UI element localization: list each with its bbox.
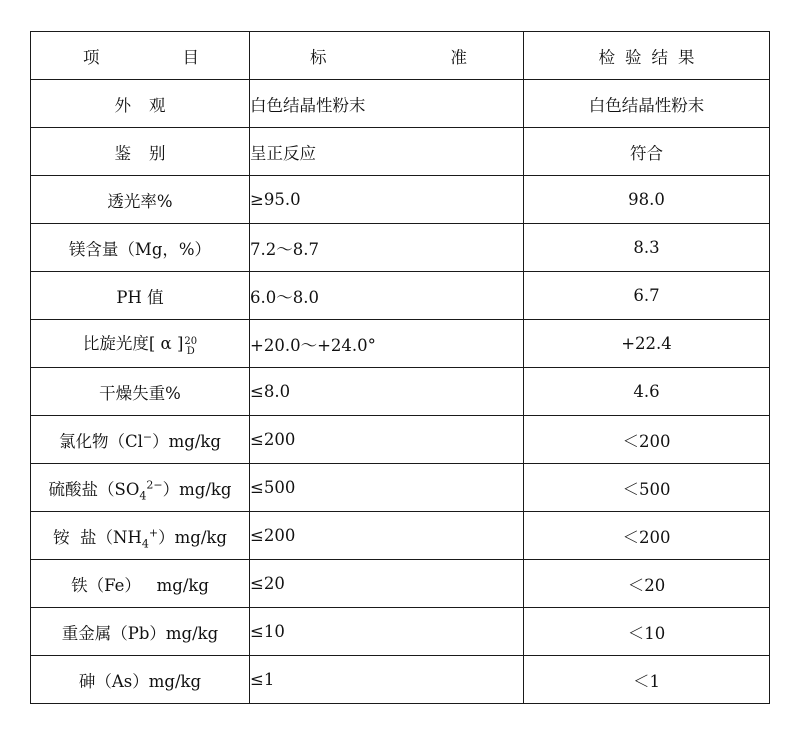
standard-cell: ≤10 — [250, 608, 524, 656]
item-cell: 透光率% — [31, 176, 250, 224]
header-row — [31, 32, 770, 80]
item-cell — [31, 464, 250, 512]
inspection-table — [30, 31, 770, 704]
item-label: 外观 — [114, 95, 184, 115]
item-cell: 干燥失重% — [31, 368, 250, 416]
table-row — [31, 608, 770, 656]
table-row — [31, 176, 770, 224]
table-row — [31, 368, 770, 416]
result-cell: 4.6 — [524, 368, 770, 416]
table-row — [31, 416, 770, 464]
standard-cell: ≤200 — [250, 416, 524, 464]
item-cell: 砷（As）mg/kg — [31, 656, 250, 704]
item-cell: 镁含量（Mg，%） — [31, 224, 250, 272]
header-standard-char-2: 准 — [450, 47, 467, 67]
item-cell — [31, 80, 250, 128]
result-cell: ＜20 — [524, 560, 770, 608]
charge-superscript: − — [142, 430, 153, 443]
result-cell: ＜500 — [524, 464, 770, 512]
charge-superscript: 2− — [146, 478, 163, 491]
header-item — [31, 32, 250, 80]
standard-cell: 呈正反应 — [250, 128, 524, 176]
atom-count-subscript: 4 — [141, 536, 149, 550]
charge-superscript: + — [148, 526, 159, 539]
table-row — [31, 80, 770, 128]
standard-cell: ≤8.0 — [250, 368, 524, 416]
table-row — [31, 464, 770, 512]
header-result-label: 检验结果 — [598, 47, 705, 67]
standard-cell: ≤20 — [250, 560, 524, 608]
table-row — [31, 512, 770, 560]
item-cell — [31, 512, 250, 560]
standard-cell: 6.0～8.0 — [250, 272, 524, 320]
item-label: 氯化物（Cl — [59, 431, 143, 451]
sodium-d-line-subscript: D — [186, 346, 195, 357]
header-item-char-2: 目 — [182, 47, 199, 67]
atom-count-subscript: 4 — [139, 488, 147, 502]
result-cell: 白色结晶性粉末 — [524, 80, 770, 128]
table-row — [31, 320, 770, 368]
standard-cell: ≤500 — [250, 464, 524, 512]
table-row — [31, 560, 770, 608]
header-standard — [250, 32, 524, 80]
item-label: 硫酸盐（SO — [48, 479, 140, 499]
result-cell: ＜200 — [524, 416, 770, 464]
item-unit: ）mg/kg — [158, 527, 227, 547]
standard-cell: ≤200 — [250, 512, 524, 560]
standard-cell: ≤1 — [250, 656, 524, 704]
item-cell — [31, 320, 250, 368]
header-item-char-1: 项 — [83, 47, 100, 67]
standard-cell: 白色结晶性粉末 — [250, 80, 524, 128]
item-unit: ）mg/kg — [152, 431, 221, 451]
temperature-superscript: 20 — [184, 336, 198, 347]
result-cell: ＜10 — [524, 608, 770, 656]
item-label: 鉴别 — [114, 143, 184, 163]
item-cell — [31, 128, 250, 176]
item-cell: 重金属（Pb）mg/kg — [31, 608, 250, 656]
result-cell: 98.0 — [524, 176, 770, 224]
result-cell: 6.7 — [524, 272, 770, 320]
item-cell: PH 值 — [31, 272, 250, 320]
table-row — [31, 272, 770, 320]
table-row — [31, 128, 770, 176]
result-cell: 符合 — [524, 128, 770, 176]
header-result — [524, 32, 770, 80]
standard-cell: 7.2～8.7 — [250, 224, 524, 272]
result-cell: ＜1 — [524, 656, 770, 704]
table-row — [31, 656, 770, 704]
result-cell: 8.3 — [524, 224, 770, 272]
item-unit: ）mg/kg — [162, 479, 232, 499]
result-cell: +22.4 — [524, 320, 770, 368]
item-label: 比旋光度[ α ] — [82, 334, 184, 353]
header-standard-char-1: 标 — [310, 47, 327, 67]
specific-rotation-superscript-subscript — [184, 337, 197, 357]
standard-cell: ≥95.0 — [250, 176, 524, 224]
item-cell: 铁（Fe） mg/kg — [31, 560, 250, 608]
result-cell: ＜200 — [524, 512, 770, 560]
item-label: 铵 盐（NH — [53, 527, 142, 547]
table-row — [31, 224, 770, 272]
standard-cell: +20.0～+24.0° — [250, 320, 524, 368]
item-cell — [31, 416, 250, 464]
